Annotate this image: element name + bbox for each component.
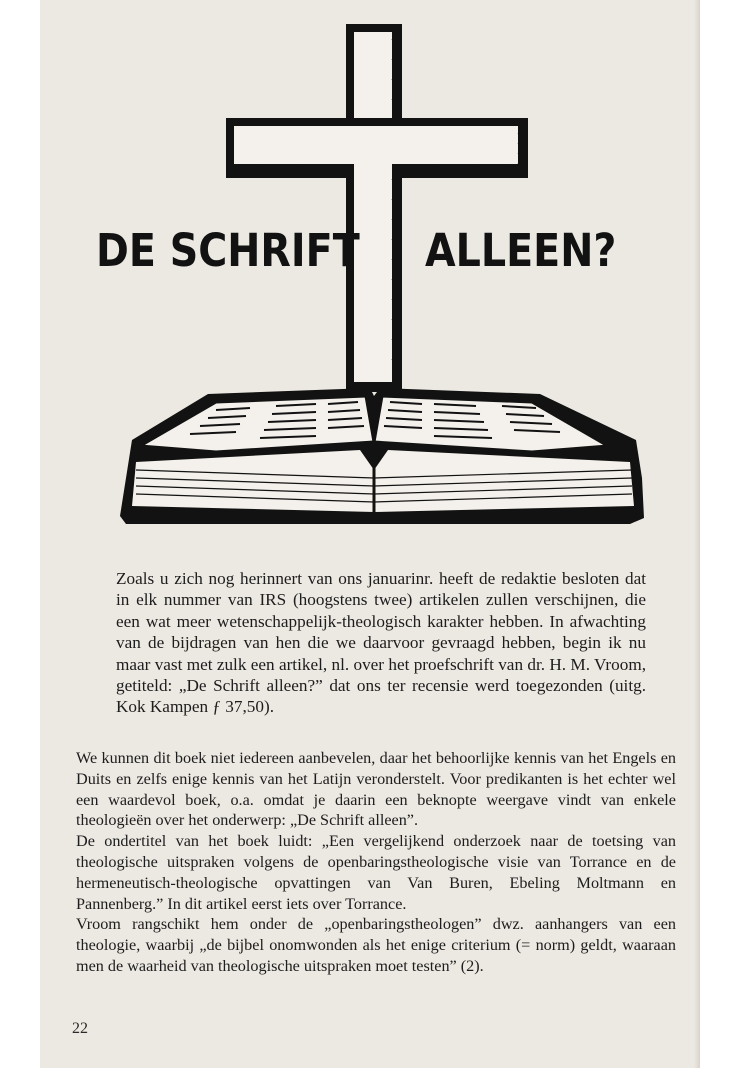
body-paragraph: We kunnen dit boek niet iedereen aanbevelen, daar het behoorlijke kennis van het Engels en Duits en zelfs enige kennis van het Latijn veronderstelt. Voor predikanten is het echter wel een waardevol boek, o.a. omdat je daarin een beknopte weergave vindt van enkele theologieën over het onderwerp: „De Schrift alleen”.: [76, 749, 676, 830]
body-text: [76, 748, 676, 977]
body-paragraph: Vroom rangschikt hem onder de „openbaringstheologen” dwz. aanhangers van een theologie, waarbij „de bijbel onomwonden als het enige criterium (= norm) geldt, waaraan men de waarheid van theologische uitspraken moet testen” (2).: [76, 915, 676, 975]
illustration: [40, 0, 700, 560]
headline-right: ALLEEN?: [425, 224, 617, 277]
page-number: 22: [72, 1020, 88, 1037]
cross-icon: [226, 24, 528, 392]
intro-paragraph: Zoals u zich nog herinnert van ons januarinr. heeft de redaktie besloten dat in elk nummer van IRS (hoogstens twee) artikelen zullen verschijnen, die een wat meer wetenschappelijk-theologisch karakter hebben. In afwachting van de bijdragen van hen die we daarvoor gevraagd hebben, begin ik nu maar vast met zulk een artikel, nl. over het proefschrift van dr. H. M. Vroom, getiteld: „De Schrift alleen?” dat ons ter recensie werd toegezonden (uitg. Kok Kampen ƒ 37,50).: [116, 569, 646, 717]
open-bible-icon: [120, 388, 644, 524]
headline-left: DE SCHRIFT: [96, 224, 360, 277]
body-paragraph: De ondertitel van het boek luidt: „Een vergelijkend onderzoek naar de toetsing van theologische uitspraken volgens de openbaringstheologische visie van Torrance en de hermeneutisch-theologische opvattingen van Van Buren, Ebeling Moltmann en Pannenberg.” In dit artikel eerst iets over Torrance.: [76, 832, 676, 913]
